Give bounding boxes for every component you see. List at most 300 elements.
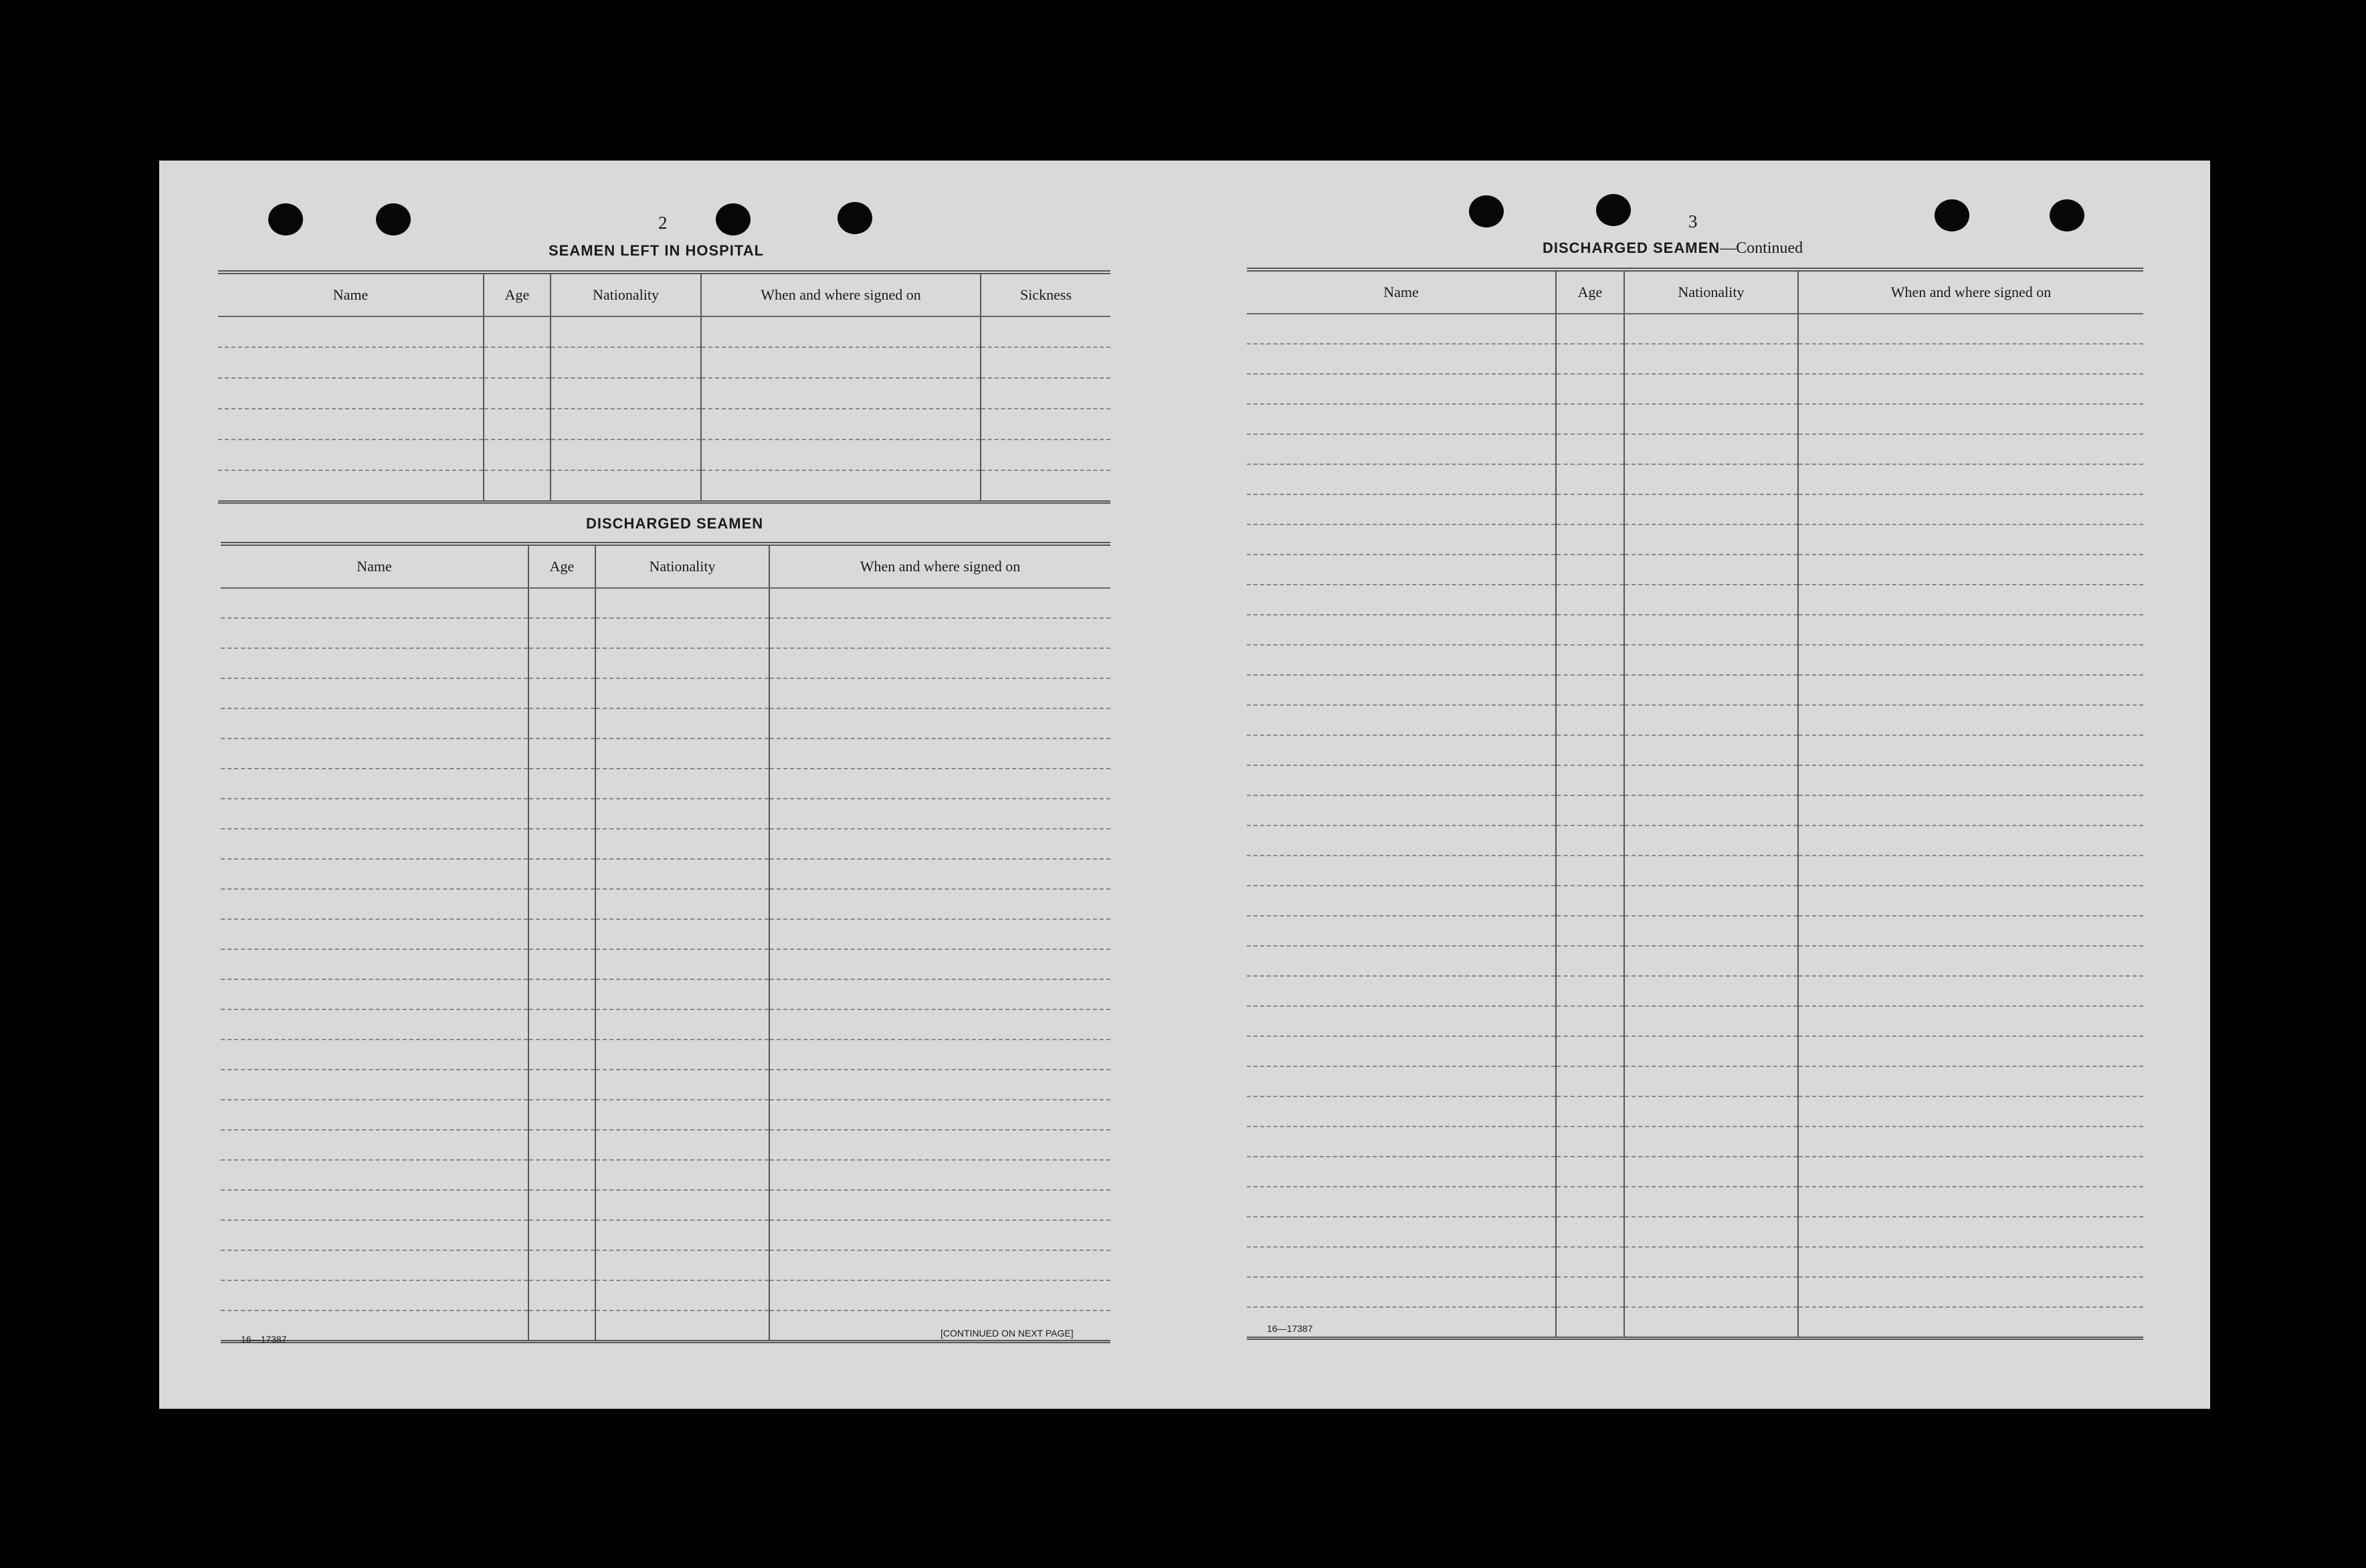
table-cell <box>1624 494 1798 524</box>
table-cell <box>1798 856 2143 886</box>
table-cell <box>1798 825 2143 856</box>
table-cell <box>1798 1066 2143 1096</box>
table-row <box>1247 1157 2143 1187</box>
table-cell <box>218 470 484 502</box>
form-number-left: 16—17387 <box>241 1334 287 1345</box>
table-row <box>1247 1187 2143 1217</box>
table-cell <box>595 769 769 799</box>
table-row <box>218 439 1110 470</box>
table-cell <box>1624 1036 1798 1066</box>
table-row <box>221 949 1110 979</box>
table-cell <box>528 648 595 678</box>
table-cell <box>1247 976 1556 1006</box>
table-cell <box>1624 735 1798 765</box>
table-cell <box>1624 434 1798 464</box>
table-cell <box>595 588 769 618</box>
table-cell <box>551 439 701 470</box>
table-row <box>221 1040 1110 1070</box>
table-cell <box>221 919 528 949</box>
table-cell <box>484 439 551 470</box>
table-cell <box>221 618 528 648</box>
table-cell <box>528 739 595 769</box>
table-cell <box>1798 494 2143 524</box>
table-cell <box>1624 374 1798 404</box>
table-row <box>1247 765 2143 795</box>
table-row <box>1247 524 2143 555</box>
table-cell <box>981 378 1110 409</box>
table-cell <box>1798 344 2143 374</box>
table-cell <box>1247 555 1556 585</box>
table-row <box>1247 494 2143 524</box>
table-cell <box>1798 705 2143 735</box>
table-cell <box>221 1070 528 1100</box>
table-cell <box>1556 886 1624 916</box>
discharged-title: DISCHARGED SEAMEN <box>586 515 764 532</box>
table-cell <box>1556 1036 1624 1066</box>
table-cell <box>221 1100 528 1130</box>
table-cell <box>1556 825 1624 856</box>
table-row <box>221 1160 1110 1190</box>
table-cell <box>1556 916 1624 946</box>
table-cell <box>1247 1036 1556 1066</box>
table-row <box>1247 434 2143 464</box>
col-header-signed-on: When and where signed on <box>701 272 981 316</box>
table-row <box>221 648 1110 678</box>
table-row <box>221 1130 1110 1160</box>
table-cell <box>1247 374 1556 404</box>
table-cell <box>1247 1066 1556 1096</box>
table-cell <box>769 588 1110 618</box>
table-cell <box>1247 1096 1556 1126</box>
table-cell <box>1624 795 1798 825</box>
table-cell <box>1624 464 1798 494</box>
table-cell <box>1247 705 1556 735</box>
table-cell <box>528 889 595 919</box>
table-cell <box>1798 976 2143 1006</box>
table-cell <box>769 618 1110 648</box>
table-cell <box>484 378 551 409</box>
table-cell <box>1247 344 1556 374</box>
table-cell <box>1624 1307 1798 1339</box>
table-cell <box>1247 524 1556 555</box>
table-cell <box>1624 1247 1798 1277</box>
table-cell <box>1798 1187 2143 1217</box>
table-cell <box>1798 1247 2143 1277</box>
table-row <box>1247 795 2143 825</box>
table-cell <box>1798 464 2143 494</box>
table-row <box>1247 1126 2143 1157</box>
table-cell <box>769 889 1110 919</box>
table-cell <box>528 949 595 979</box>
table-cell <box>1556 1096 1624 1126</box>
table-cell <box>1247 856 1556 886</box>
table-cell <box>1556 344 1624 374</box>
table-cell <box>528 1190 595 1220</box>
table-cell <box>981 347 1110 378</box>
table-cell <box>769 648 1110 678</box>
table-row <box>1247 1247 2143 1277</box>
table-cell <box>701 439 981 470</box>
table-row <box>218 378 1110 409</box>
table-cell <box>701 316 981 347</box>
table-cell <box>221 979 528 1009</box>
table-cell <box>769 1280 1110 1310</box>
table-cell <box>1624 404 1798 434</box>
table-cell <box>595 1130 769 1160</box>
table-cell <box>981 409 1110 439</box>
punch-hole <box>1935 199 1969 231</box>
table-cell <box>1624 1006 1798 1036</box>
table-cell <box>1556 434 1624 464</box>
table-cell <box>528 588 595 618</box>
table-cell <box>528 1009 595 1040</box>
table-cell <box>769 1220 1110 1250</box>
table-cell <box>595 678 769 708</box>
table-cell <box>1556 464 1624 494</box>
hospital-title: SEAMEN LEFT IN HOSPITAL <box>549 242 765 259</box>
table-cell <box>769 1040 1110 1070</box>
table-cell <box>1556 615 1624 645</box>
table-cell <box>1556 314 1624 344</box>
table-cell <box>1624 1066 1798 1096</box>
col-header-sickness: Sickness <box>981 272 1110 316</box>
discharged-continued-title <box>1543 239 1803 258</box>
table-cell <box>1556 765 1624 795</box>
table-cell <box>484 409 551 439</box>
table-cell <box>221 799 528 829</box>
table-cell <box>595 1009 769 1040</box>
table-cell <box>1798 585 2143 615</box>
table-cell <box>1556 1277 1624 1307</box>
table-cell <box>1556 1187 1624 1217</box>
table-cell <box>1798 1157 2143 1187</box>
table-row <box>221 1070 1110 1100</box>
table-cell <box>595 1250 769 1280</box>
table-cell <box>769 979 1110 1009</box>
table-cell <box>769 1160 1110 1190</box>
table-cell <box>1556 735 1624 765</box>
table-row <box>218 470 1110 502</box>
table-cell <box>1556 675 1624 705</box>
table-cell <box>769 829 1110 859</box>
col-header-nationality: Nationality <box>1624 270 1798 314</box>
table-cell <box>769 1009 1110 1040</box>
punch-hole <box>716 203 751 235</box>
table-cell <box>1798 1217 2143 1247</box>
table-cell <box>595 919 769 949</box>
table-cell <box>769 1100 1110 1130</box>
hospital-table <box>218 270 1110 504</box>
table-cell <box>1556 1217 1624 1247</box>
table-row <box>221 1250 1110 1280</box>
table-row <box>221 708 1110 739</box>
table-cell <box>528 1070 595 1100</box>
table-row <box>1247 464 2143 494</box>
table-row <box>1247 705 2143 735</box>
table-cell <box>528 799 595 829</box>
table-cell <box>1624 1187 1798 1217</box>
table-cell <box>1624 1096 1798 1126</box>
table-cell <box>484 470 551 502</box>
col-header-age: Age <box>484 272 551 316</box>
table-cell <box>528 618 595 648</box>
table-cell <box>528 859 595 889</box>
table-cell <box>1798 1006 2143 1036</box>
table-cell <box>595 1160 769 1190</box>
table-cell <box>221 678 528 708</box>
table-cell <box>701 378 981 409</box>
table-cell <box>221 1130 528 1160</box>
table-cell <box>769 739 1110 769</box>
table-row <box>1247 404 2143 434</box>
form-sheet <box>159 161 2210 1409</box>
col-header-name: Name <box>221 544 528 588</box>
table-row <box>1247 916 2143 946</box>
table-cell <box>595 889 769 919</box>
table-cell <box>221 829 528 859</box>
discharged-continued-title-main: DISCHARGED SEAMEN <box>1543 239 1720 256</box>
table-cell <box>1247 314 1556 344</box>
table-row <box>1247 645 2143 675</box>
table-cell <box>1798 524 2143 555</box>
table-cell <box>595 708 769 739</box>
table-cell <box>1247 1277 1556 1307</box>
table-row <box>1247 555 2143 585</box>
table-cell <box>1798 735 2143 765</box>
discharged-table <box>221 542 1110 1343</box>
table-row <box>221 618 1110 648</box>
table-cell <box>528 1310 595 1342</box>
table-cell <box>221 648 528 678</box>
table-cell <box>528 829 595 859</box>
table-row <box>1247 1036 2143 1066</box>
table-cell <box>595 648 769 678</box>
table-cell <box>595 1070 769 1100</box>
table-row <box>1247 886 2143 916</box>
table-row <box>221 859 1110 889</box>
table-cell <box>1624 524 1798 555</box>
table-row <box>221 1280 1110 1310</box>
table-cell <box>528 1250 595 1280</box>
table-cell <box>1798 434 2143 464</box>
table-cell <box>769 1130 1110 1160</box>
discharged-continued-table <box>1247 268 2143 1340</box>
col-header-nationality: Nationality <box>551 272 701 316</box>
table-cell <box>1556 524 1624 555</box>
table-cell <box>1798 314 2143 344</box>
table-cell <box>1798 946 2143 976</box>
table-cell <box>1624 765 1798 795</box>
table-cell <box>1247 675 1556 705</box>
page-number-left: 2 <box>658 213 668 233</box>
table-cell <box>221 1009 528 1040</box>
table-cell <box>1624 1277 1798 1307</box>
table-cell <box>769 1250 1110 1280</box>
table-cell <box>1624 555 1798 585</box>
table-cell <box>595 618 769 648</box>
table-cell <box>221 889 528 919</box>
table-cell <box>221 1220 528 1250</box>
table-cell <box>221 1160 528 1190</box>
table-cell <box>1247 1006 1556 1036</box>
table-cell <box>595 949 769 979</box>
table-cell <box>1798 1277 2143 1307</box>
table-cell <box>701 347 981 378</box>
continued-note: [CONTINUED ON NEXT PAGE] <box>941 1328 1074 1339</box>
punch-hole <box>1596 194 1631 226</box>
table-cell <box>769 1190 1110 1220</box>
table-cell <box>1247 494 1556 524</box>
table-cell <box>595 829 769 859</box>
table-cell <box>595 979 769 1009</box>
table-cell <box>595 859 769 889</box>
table-cell <box>528 1130 595 1160</box>
table-cell <box>1556 1247 1624 1277</box>
punch-hole <box>837 202 872 234</box>
table-cell <box>221 708 528 739</box>
form-number-right: 16—17387 <box>1267 1323 1313 1334</box>
table-cell <box>1556 1157 1624 1187</box>
table-cell <box>1624 675 1798 705</box>
table-cell <box>1798 1096 2143 1126</box>
table-row <box>218 316 1110 347</box>
table-cell <box>1556 585 1624 615</box>
table-cell <box>1798 404 2143 434</box>
table-cell <box>769 949 1110 979</box>
table-cell <box>1624 645 1798 675</box>
table-cell <box>1798 1036 2143 1066</box>
table-row <box>1247 585 2143 615</box>
table-cell <box>595 1220 769 1250</box>
table-cell <box>1798 615 2143 645</box>
table-row <box>221 739 1110 769</box>
table-row <box>1247 825 2143 856</box>
table-cell <box>551 347 701 378</box>
table-cell <box>769 799 1110 829</box>
table-row <box>221 799 1110 829</box>
table-cell <box>528 708 595 739</box>
table-cell <box>1247 886 1556 916</box>
table-cell <box>528 1280 595 1310</box>
table-row <box>1247 1277 2143 1307</box>
table-cell <box>528 678 595 708</box>
table-cell <box>701 409 981 439</box>
table-cell <box>1247 946 1556 976</box>
continued-suffix: —Continued <box>1720 239 1803 257</box>
punch-hole <box>268 203 303 235</box>
table-cell <box>221 739 528 769</box>
table-row <box>221 1190 1110 1220</box>
table-row <box>221 979 1110 1009</box>
table-cell <box>528 1220 595 1250</box>
col-header-name: Name <box>218 272 484 316</box>
table-cell <box>1556 1126 1624 1157</box>
table-cell <box>1556 1307 1624 1339</box>
table-cell <box>1798 374 2143 404</box>
table-row <box>221 1009 1110 1040</box>
table-cell <box>595 1190 769 1220</box>
col-header-age: Age <box>528 544 595 588</box>
table-cell <box>1247 916 1556 946</box>
table-cell <box>1624 1157 1798 1187</box>
table-cell <box>1247 464 1556 494</box>
col-header-age: Age <box>1556 270 1624 314</box>
table-cell <box>1624 615 1798 645</box>
table-cell <box>1798 555 2143 585</box>
table-row <box>1247 314 2143 344</box>
table-cell <box>221 769 528 799</box>
table-row <box>1247 374 2143 404</box>
table-row <box>221 769 1110 799</box>
table-cell <box>528 1100 595 1130</box>
table-cell <box>1624 1217 1798 1247</box>
table-cell <box>1798 886 2143 916</box>
table-cell <box>484 347 551 378</box>
table-cell <box>1624 705 1798 735</box>
table-cell <box>551 316 701 347</box>
table-cell <box>769 678 1110 708</box>
table-cell <box>595 1280 769 1310</box>
table-cell <box>1624 856 1798 886</box>
table-row <box>221 829 1110 859</box>
table-cell <box>1624 886 1798 916</box>
table-cell <box>981 439 1110 470</box>
table-cell <box>1556 1066 1624 1096</box>
table-cell <box>769 1070 1110 1100</box>
table-cell <box>1798 1307 2143 1339</box>
col-header-signed-on: When and where signed on <box>769 544 1110 588</box>
table-row <box>221 678 1110 708</box>
table-cell <box>1556 645 1624 675</box>
table-cell <box>769 859 1110 889</box>
table-cell <box>1247 615 1556 645</box>
table-row <box>1247 675 2143 705</box>
table-row <box>221 1100 1110 1130</box>
table-row <box>1247 1217 2143 1247</box>
table-cell <box>218 347 484 378</box>
table-cell <box>1247 825 1556 856</box>
table-cell <box>1624 585 1798 615</box>
table-cell <box>769 769 1110 799</box>
table-cell <box>595 1100 769 1130</box>
table-row <box>221 919 1110 949</box>
table-cell <box>1624 314 1798 344</box>
table-row <box>1247 735 2143 765</box>
table-cell <box>1624 1126 1798 1157</box>
table-cell <box>1556 856 1624 886</box>
table-cell <box>1247 1157 1556 1187</box>
punch-hole <box>2050 199 2084 231</box>
table-cell <box>981 316 1110 347</box>
table-cell <box>1624 916 1798 946</box>
table-cell <box>218 316 484 347</box>
table-cell <box>1556 795 1624 825</box>
table-row <box>1247 856 2143 886</box>
table-cell <box>528 1160 595 1190</box>
table-cell <box>1624 946 1798 976</box>
table-cell <box>528 1040 595 1070</box>
table-cell <box>1798 916 2143 946</box>
table-cell <box>221 1040 528 1070</box>
table-cell <box>595 1310 769 1342</box>
table-cell <box>1556 1006 1624 1036</box>
table-cell <box>218 378 484 409</box>
table-row <box>218 347 1110 378</box>
table-cell <box>1247 1217 1556 1247</box>
table-row <box>221 1220 1110 1250</box>
table-cell <box>981 470 1110 502</box>
table-cell <box>551 378 701 409</box>
